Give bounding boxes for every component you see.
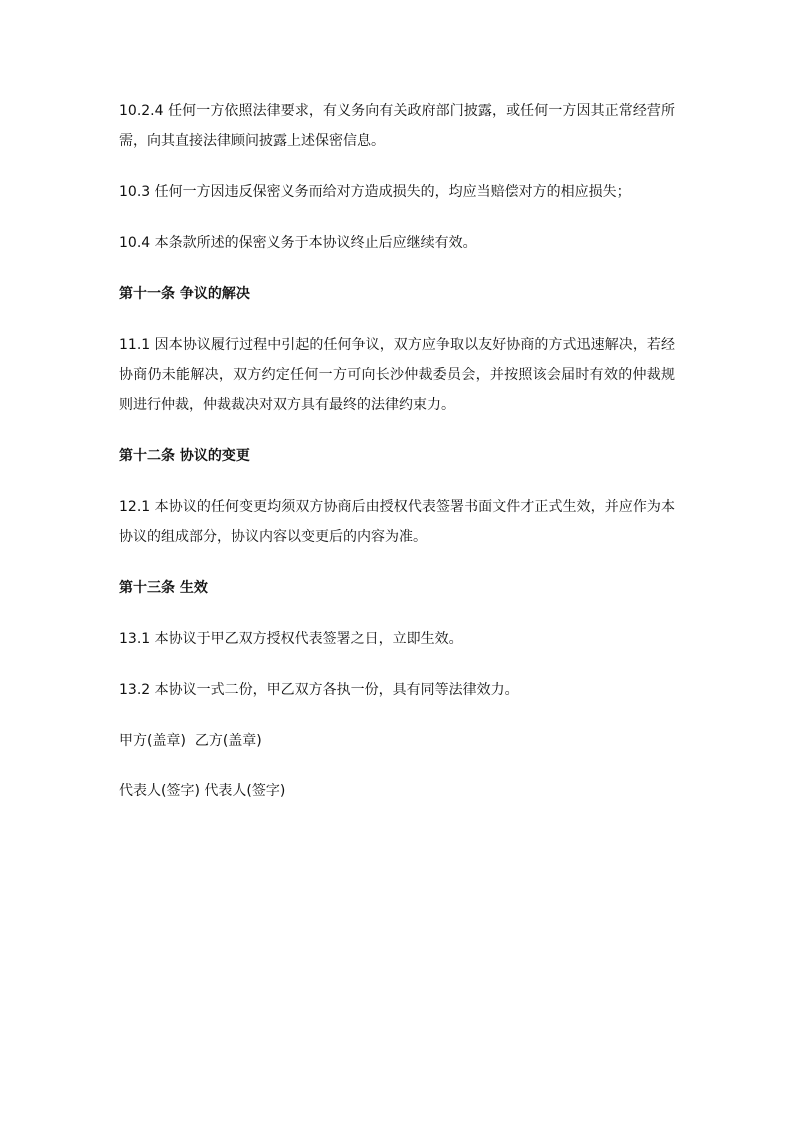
clause-10-3: 10.3 任何一方因违反保密义务而给对方造成损失的，均应当赔偿对方的相应损失； <box>119 184 631 200</box>
article-11-heading: 第十一条 争议的解决 <box>119 286 250 302</box>
signature-line: 代表人(签字) 代表人(签字) <box>119 783 286 799</box>
clause-10-4: 10.4 本条款所述的保密义务于本协议终止后应继续有效。 <box>119 235 477 251</box>
seal-line: 甲方(盖章) 乙方(盖章) <box>119 733 262 749</box>
document-body <box>119 96 675 826</box>
clause-12-1: 12.1 本协议的任何变更均须双方协商后由授权代表签署书面文件才正式生效，并应作为本协议的组成部分，协议内容以变更后的内容为准。 <box>119 499 675 545</box>
clause-13-1: 13.1 本协议于甲乙双方授权代表签署之日，立即生效。 <box>119 631 463 647</box>
article-13-heading: 第十三条 生效 <box>119 580 208 596</box>
clause-11-1: 11.1 因本协议履行过程中引起的任何争议，双方应争取以友好协商的方式迅速解决，若经协商仍未能解决，双方约定任何一方可向长沙仲裁委员会，并按照该会届时有效的仲裁规则进行仲裁，仲裁裁决对双方具有最终的法律约束力。 <box>119 337 675 413</box>
clause-13-2: 13.2 本协议一式二份，甲乙双方各执一份，具有同等法律效力。 <box>119 682 519 698</box>
clause-10-2-4: 10.2.4 任何一方依照法律要求，有义务向有关政府部门披露，或任何一方因其正常经营所需，向其直接法律顾问披露上述保密信息。 <box>119 103 675 149</box>
article-12-heading: 第十二条 协议的变更 <box>119 448 250 464</box>
